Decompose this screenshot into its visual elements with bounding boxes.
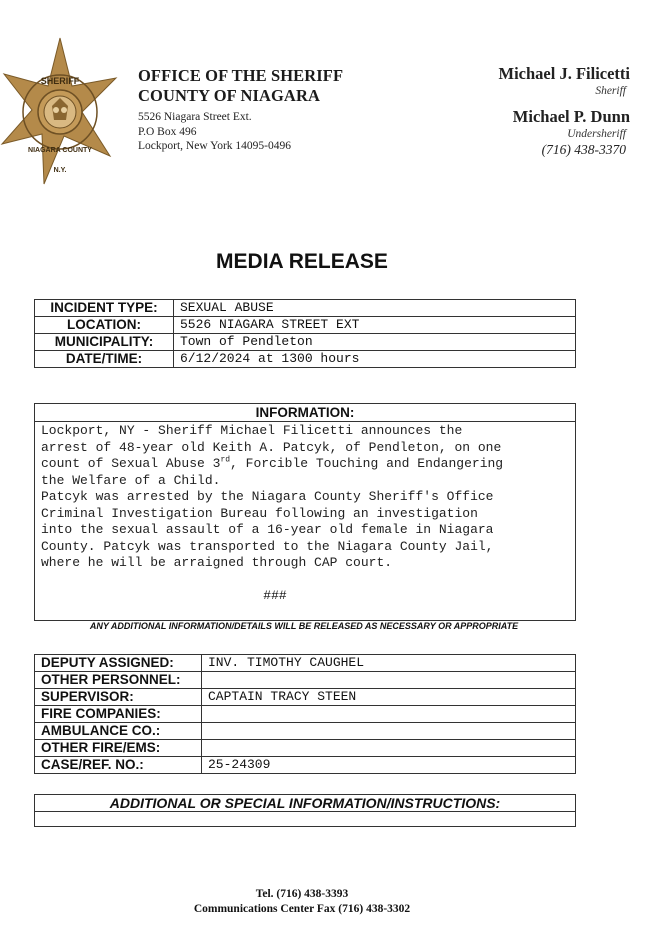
additional-info-value bbox=[35, 812, 576, 827]
personnel-value: CAPTAIN TRACY STEEN bbox=[202, 689, 576, 706]
undersheriff-name: Michael P. Dunn bbox=[512, 107, 630, 126]
end-mark: ### bbox=[263, 587, 287, 603]
office-title-line2: COUNTY OF NIAGARA bbox=[138, 86, 320, 105]
incident-row bbox=[35, 317, 576, 334]
personnel-table bbox=[34, 654, 576, 774]
personnel-label: DEPUTY ASSIGNED: bbox=[35, 655, 202, 672]
information-body bbox=[35, 422, 575, 572]
personnel-label: CASE/REF. NO.: bbox=[35, 757, 202, 774]
incident-value: SEXUAL ABUSE bbox=[174, 300, 576, 317]
incident-row bbox=[35, 334, 576, 351]
personnel-value: 25-24309 bbox=[202, 757, 576, 774]
incident-label: MUNICIPALITY: bbox=[35, 334, 174, 351]
incident-value: 6/12/2024 at 1300 hours bbox=[174, 351, 576, 368]
personnel-row bbox=[35, 672, 576, 689]
personnel-value bbox=[202, 672, 576, 689]
badge-text-bottom: NIAGARA COUNTY bbox=[28, 147, 92, 154]
incident-row bbox=[35, 300, 576, 317]
badge-text-state: N.Y. bbox=[53, 167, 67, 174]
office-address bbox=[138, 110, 343, 154]
information-text-part: Lockport, NY - Sheriff Michael Filicetti announces the arrest of 48-year old Keith A. Patcyk, of Pendleton, on one count of Sexual Abuse 3 bbox=[41, 423, 502, 471]
personnel-value: INV. TIMOTHY CAUGHEL bbox=[202, 655, 576, 672]
personnel-label: FIRE COMPANIES: bbox=[35, 706, 202, 723]
personnel-label: OTHER PERSONNEL: bbox=[35, 672, 202, 689]
sheriff-name: Michael J. Filicetti bbox=[498, 64, 630, 83]
information-box bbox=[34, 403, 576, 621]
incident-row bbox=[35, 351, 576, 368]
additional-info-table bbox=[34, 794, 576, 827]
sheriff-badge-logo bbox=[0, 34, 120, 194]
sheriff-title: Sheriff bbox=[595, 85, 626, 97]
personnel-row bbox=[35, 689, 576, 706]
personnel-label: AMBULANCE CO.: bbox=[35, 723, 202, 740]
incident-label: LOCATION: bbox=[35, 317, 174, 334]
disclaimer: ANY ADDITIONAL INFORMATION/DETAILS WILL BE RELEASED AS NECESSARY OR APPROPRIATE bbox=[89, 621, 519, 631]
personnel-label: SUPERVISOR: bbox=[35, 689, 202, 706]
office-header bbox=[138, 66, 343, 154]
incident-label: INCIDENT TYPE: bbox=[35, 300, 174, 317]
page-title: MEDIA RELEASE bbox=[216, 250, 388, 273]
badge-text-top: SHERIFF bbox=[40, 76, 80, 86]
personnel-row bbox=[35, 706, 576, 723]
personnel-value bbox=[202, 740, 576, 757]
footer-tel: Tel. (716) 438-3393 bbox=[255, 888, 349, 900]
information-superscript: rd bbox=[220, 455, 231, 465]
footer-contact bbox=[0, 887, 604, 916]
personnel-label: OTHER FIRE/EMS: bbox=[35, 740, 202, 757]
address-line3: Lockport, New York 14095-0496 bbox=[138, 140, 292, 152]
incident-value: 5526 NIAGARA STREET EXT bbox=[174, 317, 576, 334]
personnel-value bbox=[202, 723, 576, 740]
information-heading: INFORMATION: bbox=[35, 404, 575, 422]
footer-fax: Communications Center Fax (716) 438-3302 bbox=[193, 902, 411, 915]
undersheriff-title: Undersheriff bbox=[567, 128, 626, 140]
incident-value: Town of Pendleton bbox=[174, 334, 576, 351]
additional-info-heading: ADDITIONAL OR SPECIAL INFORMATION/INSTRUCTIONS: bbox=[35, 795, 576, 812]
office-phone: (716) 438-3370 bbox=[541, 142, 626, 157]
personnel-row bbox=[35, 655, 576, 672]
incident-table bbox=[34, 299, 576, 368]
information-paragraph-2: Patcyk was arrested by the Niagara County Sheriff's Office Criminal Investigation Bureau following an investigation into the sexual assault of a 16-year old female in Niagara County. Patcyk was transported to the Niagara County Jail, where he will be arraigned through CAP court. bbox=[41, 489, 494, 570]
officials-block bbox=[499, 64, 631, 158]
information-text-part: , Forcible Touching and Endangering the Welfare of a Child. bbox=[41, 456, 504, 488]
information-paragraph-1 bbox=[41, 423, 503, 488]
office-title-line1: OFFICE OF THE SHERIFF bbox=[138, 66, 344, 85]
personnel-row bbox=[35, 723, 576, 740]
personnel-row bbox=[35, 757, 576, 774]
address-line2: P.O Box 496 bbox=[138, 125, 197, 138]
personnel-row bbox=[35, 740, 576, 757]
personnel-value bbox=[202, 706, 576, 723]
incident-label: DATE/TIME: bbox=[35, 351, 174, 368]
address-line1: 5526 Niagara Street Ext. bbox=[138, 111, 252, 123]
